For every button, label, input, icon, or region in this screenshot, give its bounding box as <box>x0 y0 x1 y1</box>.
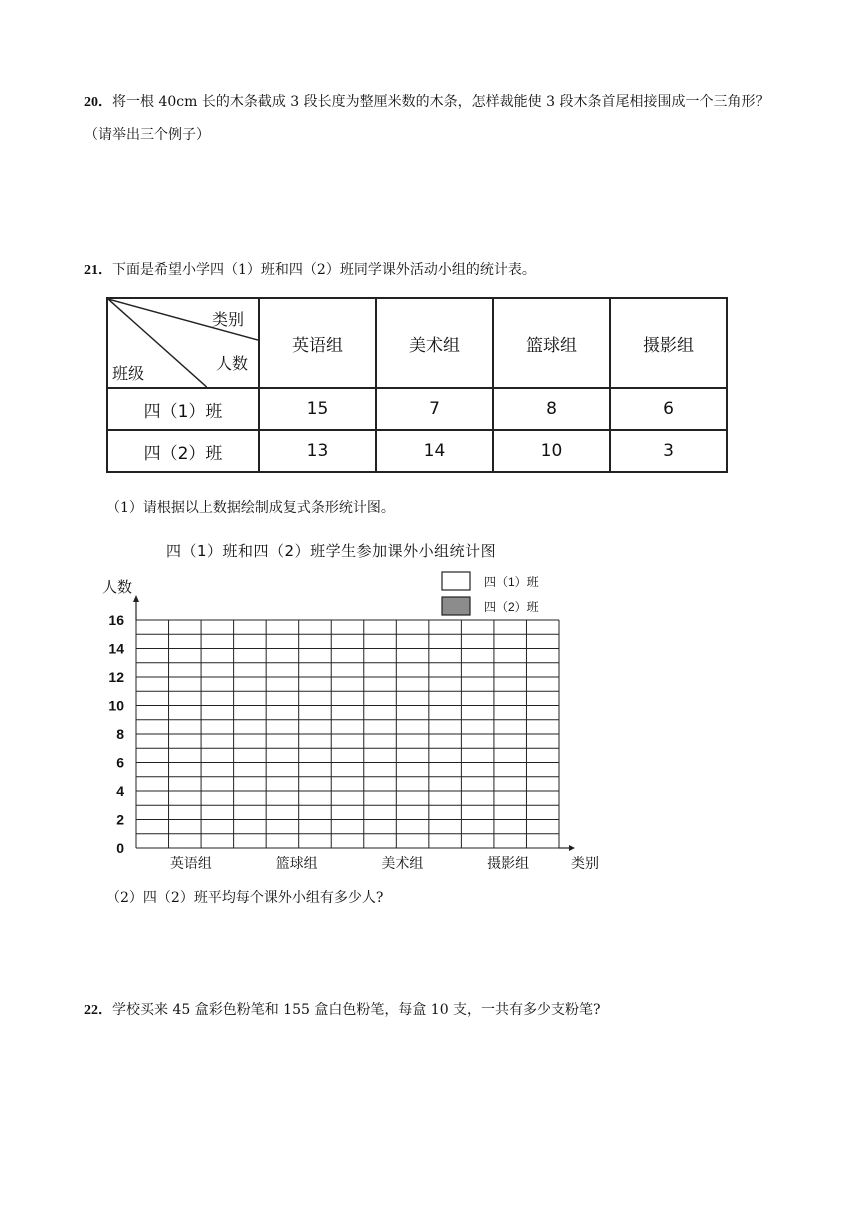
corner-label-category: 类别 <box>211 310 244 329</box>
corner-label-count: 人数 <box>215 354 248 373</box>
question-21 <box>84 254 784 287</box>
y-tick-label: 6 <box>116 754 124 771</box>
table-row <box>107 388 727 430</box>
table-row-label: 四（1）班 <box>107 388 259 430</box>
legend-swatch <box>442 572 470 590</box>
question-21-part-1: （1）请根据以上数据绘制成复式条形统计图。 <box>106 500 395 516</box>
question-21-number: 21． <box>84 263 112 278</box>
table-header-cell: 摄影组 <box>610 298 727 388</box>
x-axis-arrow <box>569 845 575 851</box>
y-tick-label: 14 <box>108 640 124 657</box>
y-tick-label: 16 <box>108 612 124 628</box>
x-category-label: 美术组 <box>381 855 424 871</box>
table-row-label: 四（2）班 <box>107 430 259 472</box>
y-tick-label: 10 <box>108 697 124 714</box>
table-header-row <box>107 298 727 388</box>
legend-swatch <box>442 597 470 615</box>
table-cell: 13 <box>259 430 376 472</box>
table-header-cell: 英语组 <box>259 298 376 388</box>
y-tick-label: 12 <box>108 669 124 685</box>
chart-title: 四（1）班和四（2）班学生参加课外小组统计图 <box>166 542 497 560</box>
x-category-label: 摄影组 <box>487 855 530 871</box>
legend-label: 四（2）班 <box>484 600 539 614</box>
question-21-text: 下面是希望小学四（1）班和四（2）班同学课外活动小组的统计表。 <box>112 262 536 278</box>
y-tick-label: 4 <box>116 783 124 799</box>
question-22-number: 22． <box>84 1003 112 1018</box>
question-20-text: 将一根 40cm 长的木条截成 3 段长度为整厘米数的木条，怎样裁能使 3 段木条首尾相接围成一个三角形？（请举出三个例子） <box>84 94 770 143</box>
table-cell: 10 <box>493 430 610 472</box>
table-header-cell: 篮球组 <box>493 298 610 388</box>
table-cell: 3 <box>610 430 727 472</box>
question-22-text: 学校买来 45 盒彩色粉笔和 155 盒白色粉笔，每盒 10 支，一共有多少支粉笔? <box>112 1002 601 1018</box>
question-21-part-2: （2）四（2）班平均每个课外小组有多少人? <box>106 890 384 906</box>
table-cell: 14 <box>376 430 493 472</box>
x-axis-label: 类别 <box>571 855 599 871</box>
question-20-number: 20． <box>84 95 112 110</box>
x-category-label: 英语组 <box>169 855 212 871</box>
table-cell: 8 <box>493 388 610 430</box>
y-tick-label: 8 <box>116 726 124 742</box>
table-cell: 6 <box>610 388 727 430</box>
y-tick-label: 0 <box>116 840 124 856</box>
y-axis-label: 人数 <box>102 579 133 596</box>
table-cell: 15 <box>259 388 376 430</box>
x-category-label: 篮球组 <box>275 855 318 871</box>
table-corner-cell <box>107 298 259 388</box>
table-header-cell: 美术组 <box>376 298 493 388</box>
question-20 <box>84 86 784 151</box>
table-row <box>107 430 727 472</box>
stats-table <box>106 297 728 473</box>
corner-label-class: 班级 <box>112 364 145 383</box>
question-22 <box>84 994 784 1027</box>
table-cell: 7 <box>376 388 493 430</box>
y-tick-label: 2 <box>116 811 124 828</box>
legend-label: 四（1）班 <box>484 575 539 589</box>
bar-chart-grid <box>100 568 600 878</box>
y-axis-arrow <box>133 595 139 602</box>
